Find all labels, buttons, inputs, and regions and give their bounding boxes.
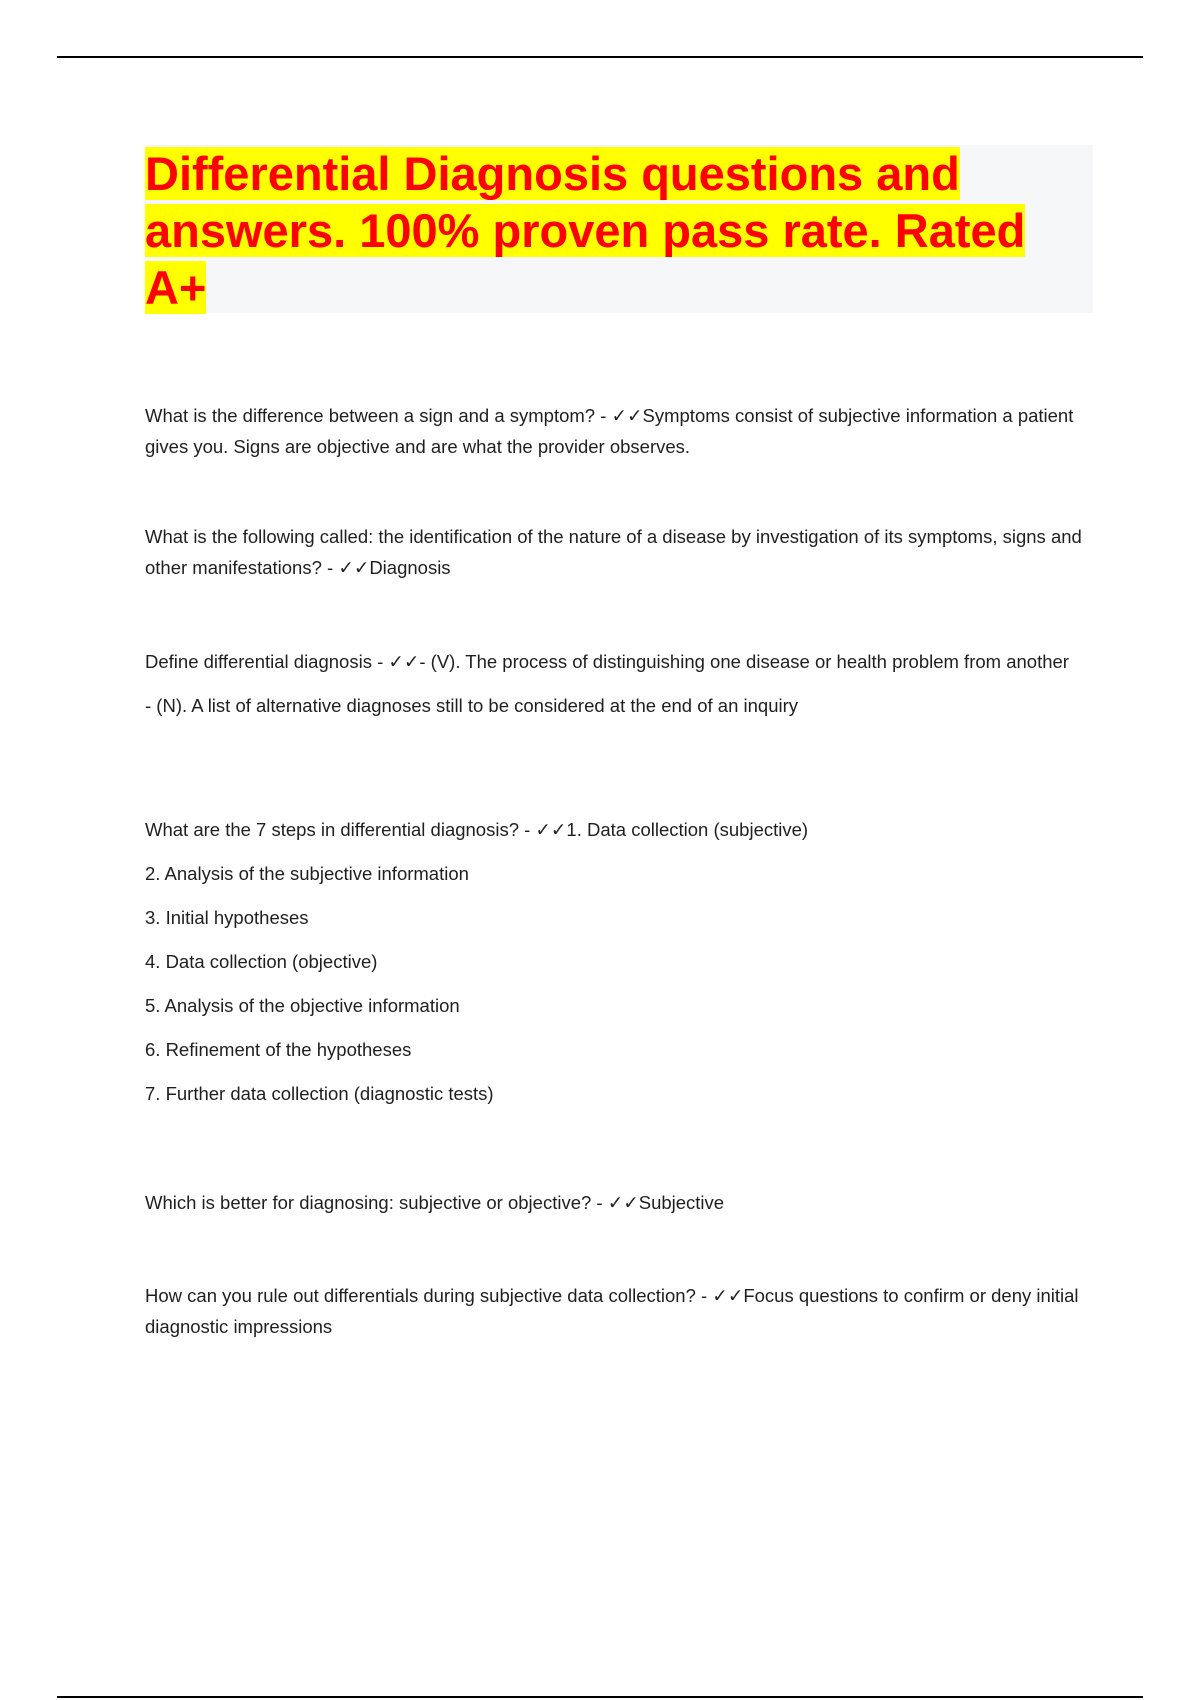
qa-text: How can you rule out differentials during subjective data collection? - ✓✓Focus questions to confirm or deny initial diagnostic impressions (145, 1285, 1079, 1337)
qa-text: What is the following called: the identification of the nature of a disease by investigation of its symptoms, signs and other manifestations? - ✓✓Diagnosis (145, 526, 1082, 578)
bottom-rule (57, 1696, 1143, 1698)
step-item: 5. Analysis of the objective information (145, 995, 460, 1016)
step-item: 7. Further data collection (diagnostic tests) (145, 1083, 494, 1104)
qa-item (145, 646, 1093, 721)
step-item: 4. Data collection (objective) (145, 951, 378, 972)
step-item: 2. Analysis of the subjective information (145, 863, 469, 884)
title-box (145, 145, 1093, 313)
qa-item (145, 1280, 1093, 1342)
step-item: 6. Refinement of the hypotheses (145, 1039, 412, 1060)
document-title: Differential Diagnosis questions and answers. 100% proven pass rate. Rated A+ (145, 147, 1026, 314)
qa-item (145, 400, 1093, 462)
qa-item (145, 1187, 1093, 1218)
qa-item (145, 814, 1093, 1109)
qa-text: What is the difference between a sign and a symptom? - ✓✓Symptoms consist of subjective information a patient gives you. Signs are objective and are what the provider observes. (145, 405, 1074, 457)
qa-text: Define differential diagnosis - ✓✓- (V). The process of distinguishing one disease or health problem from another (145, 651, 1069, 672)
qa-text-continued: - (N). A list of alternative diagnoses still to be considered at the end of an inquiry (145, 695, 799, 716)
top-rule (57, 56, 1143, 58)
qa-text: What are the 7 steps in differential diagnosis? - ✓✓1. Data collection (subjective) (145, 819, 809, 840)
qa-text: Which is better for diagnosing: subjective or objective? - ✓✓Subjective (145, 1192, 725, 1213)
qa-item (145, 521, 1093, 583)
step-item: 3. Initial hypotheses (145, 907, 309, 928)
